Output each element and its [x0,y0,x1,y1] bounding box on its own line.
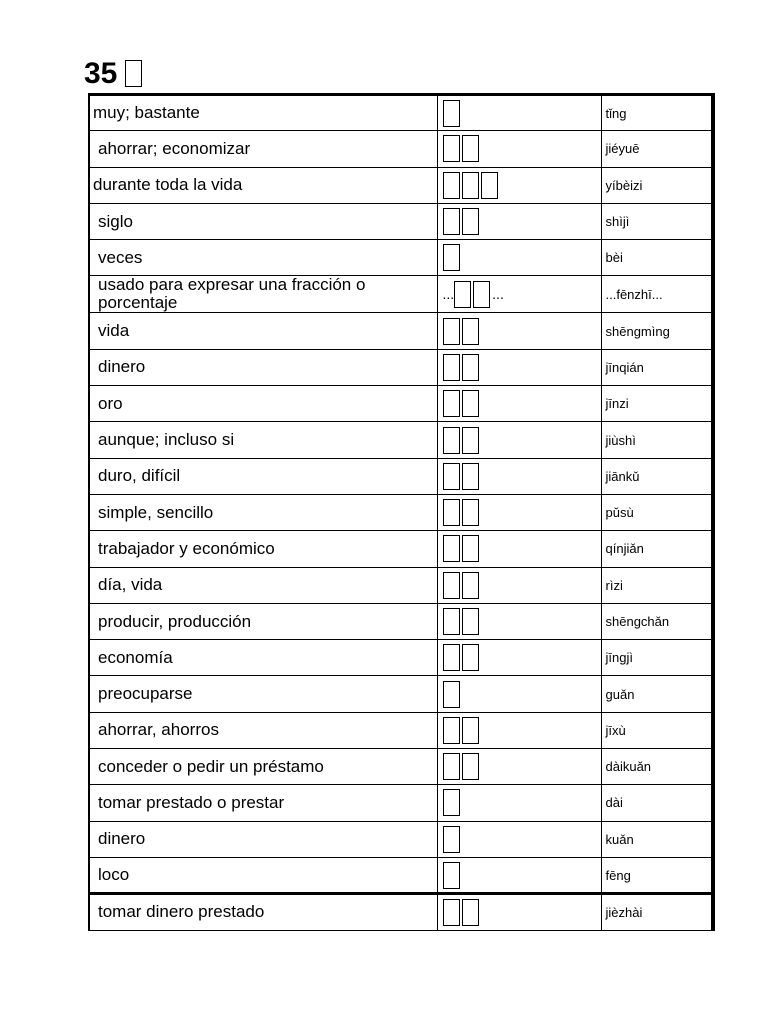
spanish-meaning: vida [89,313,437,349]
chinese-character-glyph [443,318,460,345]
pinyin: rìzi [601,567,713,603]
chinese-character-glyph [125,60,142,87]
chinese-word [437,712,601,748]
chinese-word [437,640,601,676]
chinese-character-glyph [443,681,460,708]
chinese-character-glyph [462,535,479,562]
pinyin: yíbèizi [601,167,713,203]
spanish-meaning: aunque; incluso si [89,422,437,458]
chinese-character-glyph [462,608,479,635]
spanish-meaning: duro, difícil [89,458,437,494]
spanish-meaning: dinero [89,349,437,385]
spanish-meaning: dinero [89,821,437,857]
chinese-word [437,494,601,530]
chinese-word [437,821,601,857]
chinese-character-glyph [443,572,460,599]
vocab-row [89,567,713,603]
chinese-character-glyph [443,135,460,162]
chinese-word [437,276,601,313]
spanish-meaning: producir, producción [89,603,437,639]
chinese-character-glyph [443,100,460,127]
pinyin: kuǎn [601,821,713,857]
ellipsis-prefix: ... [442,286,455,303]
chinese-word [437,894,601,930]
chinese-word [437,349,601,385]
chinese-character-glyph [443,717,460,744]
chinese-character-glyph [462,899,479,926]
chinese-character-glyph [443,463,460,490]
vocab-row [89,712,713,748]
chinese-word [437,676,601,712]
pinyin: dàikuǎn [601,749,713,785]
chinese-character-glyph [443,208,460,235]
pinyin: fēng [601,857,713,893]
pinyin: jīnzi [601,386,713,422]
vocab-row [89,422,713,458]
chinese-word [437,603,601,639]
vocab-row [89,894,713,930]
vocab-row [89,131,713,167]
chinese-word [437,203,601,239]
chinese-word [437,131,601,167]
chinese-character-glyph [443,244,460,271]
pinyin: jīxù [601,712,713,748]
spanish-meaning: trabajador y económico [89,531,437,567]
vocab-row [89,167,713,203]
chinese-character-glyph [462,208,479,235]
vocab-row [89,785,713,821]
chinese-character-glyph [462,354,479,381]
chinese-word [437,749,601,785]
chinese-word [437,458,601,494]
chinese-character-glyph [462,427,479,454]
chinese-character-glyph [462,572,479,599]
spanish-meaning: muy; bastante [89,95,437,131]
spanish-meaning: oro [89,386,437,422]
vocab-row [89,821,713,857]
chinese-word [437,95,601,131]
pinyin: jīngjì [601,640,713,676]
vocab-row [89,203,713,239]
lesson-number: 35 [84,57,118,90]
spanish-meaning: veces [89,240,437,276]
chinese-character-glyph [443,899,460,926]
chinese-character-glyph [462,753,479,780]
vocab-row [89,458,713,494]
chinese-word [437,531,601,567]
chinese-character-glyph [454,281,471,308]
spanish-meaning: conceder o pedir un préstamo [89,749,437,785]
vocab-row [89,276,713,313]
chinese-character-glyph [462,135,479,162]
spanish-meaning: día, vida [89,567,437,603]
pinyin: jiéyuē [601,131,713,167]
pinyin: shēngmìng [601,313,713,349]
chinese-word [437,785,601,821]
chinese-word [437,422,601,458]
pinyin: shìjì [601,203,713,239]
chinese-word [437,567,601,603]
pinyin: jīnqián [601,349,713,385]
vocab-row [89,386,713,422]
pinyin: tǐng [601,95,713,131]
chinese-character-glyph [462,390,479,417]
vocab-row [89,95,713,131]
chinese-character-glyph [462,463,479,490]
chinese-character-glyph [473,281,490,308]
pinyin: ...fēnzhī... [601,276,713,313]
chinese-character-glyph [443,354,460,381]
spanish-meaning: ahorrar; economizar [89,131,437,167]
chinese-word [437,857,601,893]
chinese-character-glyph [462,318,479,345]
spanish-meaning: usado para expresar una fracción o porcentaje [89,276,437,313]
vocabulary-table [88,93,715,931]
pinyin: shēngchǎn [601,603,713,639]
ellipsis-suffix: ... [492,286,504,303]
pinyin: pǔsù [601,494,713,530]
spanish-meaning: loco [89,857,437,893]
spanish-meaning: tomar prestado o prestar [89,785,437,821]
vocab-row [89,857,713,893]
pinyin: jiùshì [601,422,713,458]
chinese-character-glyph [462,717,479,744]
chinese-character-glyph [462,499,479,526]
chinese-word [437,167,601,203]
chinese-character-glyph [443,608,460,635]
pinyin: dài [601,785,713,821]
vocab-row [89,313,713,349]
page-title [84,54,142,94]
chinese-character-glyph [443,390,460,417]
chinese-word [437,386,601,422]
chinese-character-glyph [443,535,460,562]
chinese-word [437,240,601,276]
spanish-meaning: siglo [89,203,437,239]
vocab-row [89,640,713,676]
chinese-character-glyph [481,172,498,199]
pinyin: qínjiǎn [601,531,713,567]
vocab-row [89,749,713,785]
vocab-row [89,603,713,639]
chinese-character-glyph [443,499,460,526]
chinese-character-glyph [443,427,460,454]
chinese-character-glyph [443,826,460,853]
pinyin: guǎn [601,676,713,712]
vocab-row [89,531,713,567]
pinyin: jiānkǔ [601,458,713,494]
vocab-row [89,240,713,276]
spanish-meaning: tomar dinero prestado [89,894,437,930]
chinese-word [437,313,601,349]
vocab-row [89,349,713,385]
vocab-row [89,676,713,712]
spanish-meaning: simple, sencillo [89,494,437,530]
spanish-meaning: economía [89,640,437,676]
pinyin: bèi [601,240,713,276]
spanish-meaning: durante toda la vida [89,167,437,203]
chinese-character-glyph [462,172,479,199]
vocabulary-table-body [89,95,713,931]
chinese-character-glyph [443,172,460,199]
chinese-character-glyph [443,789,460,816]
spanish-meaning: preocuparse [89,676,437,712]
chinese-character-glyph [443,862,460,889]
chinese-character-glyph [443,644,460,671]
chinese-character-glyph [443,753,460,780]
chinese-character-glyph [462,644,479,671]
vocab-row [89,494,713,530]
spanish-meaning: ahorrar, ahorros [89,712,437,748]
pinyin: jièzhài [601,894,713,930]
